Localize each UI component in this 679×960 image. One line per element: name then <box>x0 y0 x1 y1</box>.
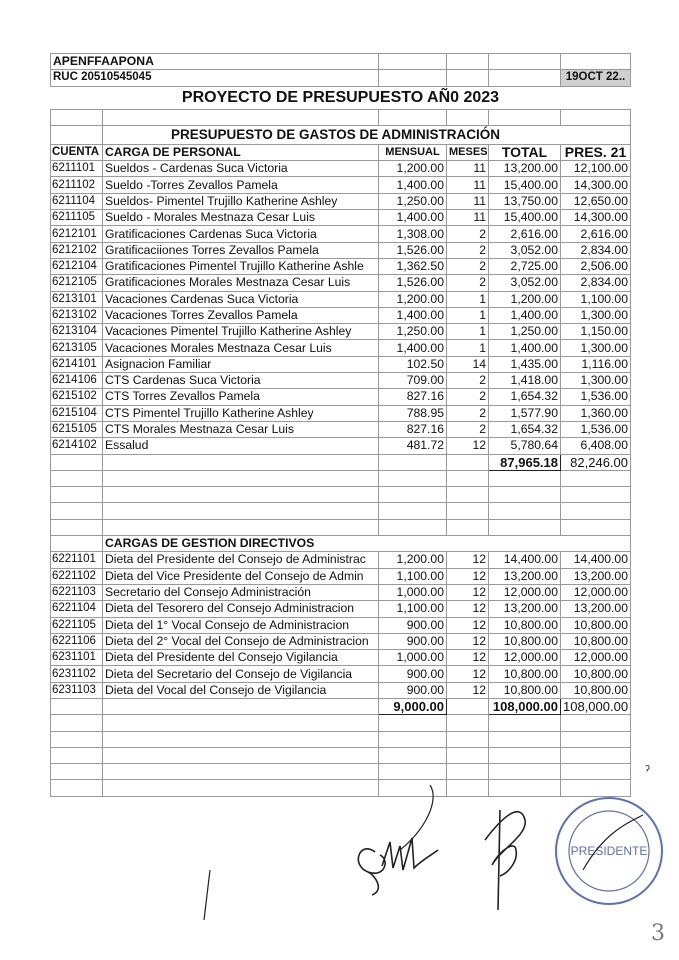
description-cell: Sueldo - Morales Mestnaza Cesar Luis <box>103 210 379 226</box>
gestion-total-row <box>51 698 631 714</box>
meses-cell: 11 <box>447 210 489 226</box>
col-carga: CARGA DE PERSONAL <box>103 144 379 160</box>
cuenta-cell: 6214106 <box>51 373 103 389</box>
meses-cell: 11 <box>447 193 489 209</box>
cuenta-cell: 6221105 <box>51 617 103 633</box>
gestion-section-row <box>51 536 631 552</box>
pres-cell: 1,300.00 <box>561 307 631 323</box>
blank-row <box>51 731 631 747</box>
empty-cell <box>561 764 631 780</box>
total-cell: 13,750.00 <box>489 193 561 209</box>
mensual-cell: 709.00 <box>379 373 447 389</box>
meses-cell: 11 <box>447 177 489 193</box>
cuenta-cell: 6212102 <box>51 242 103 258</box>
description-cell: Vacaciones Morales Mestnaza Cesar Luis <box>103 340 379 356</box>
cuenta-cell: 6215102 <box>51 389 103 405</box>
total-cell: 2,725.00 <box>489 258 561 274</box>
total-cell: 1,577.90 <box>489 405 561 421</box>
meses-cell: 12 <box>447 633 489 649</box>
total-cell: 1,250.00 <box>489 324 561 340</box>
empty-cell <box>447 747 489 763</box>
blank-row <box>51 715 631 731</box>
page-title: PROYECTO DE PRESUPUESTO AÑ0 2023 <box>51 86 631 109</box>
company-row <box>51 54 631 70</box>
empty-cell <box>561 747 631 763</box>
empty-cell <box>51 731 103 747</box>
signature-2 <box>485 810 525 910</box>
pres-cell: 1,536.00 <box>561 389 631 405</box>
meses-cell: 12 <box>447 682 489 698</box>
empty-cell <box>447 764 489 780</box>
pres-cell: 12,650.00 <box>561 193 631 209</box>
description-cell: CTS Morales Mestnaza Cesar Luis <box>103 421 379 437</box>
table-row <box>51 617 631 633</box>
description-cell: Dieta del Tesorero del Consejo Administracion <box>103 601 379 617</box>
empty-cell <box>561 519 631 535</box>
empty-cell <box>489 487 561 503</box>
empty-cell <box>379 519 447 535</box>
total-cell: 15,400.00 <box>489 210 561 226</box>
description-cell: CTS Torres Zevallos Pamela <box>103 389 379 405</box>
cuenta-cell: 6221104 <box>51 601 103 617</box>
pres-cell: 1,300.00 <box>561 373 631 389</box>
total-cell: 1,435.00 <box>489 356 561 372</box>
empty-cell <box>103 487 379 503</box>
table-row <box>51 340 631 356</box>
description-cell: Gratificaciiones Torres Zevallos Pamela <box>103 242 379 258</box>
empty-cell <box>103 454 379 470</box>
table-row <box>51 421 631 437</box>
empty-cell <box>103 698 379 714</box>
blank-row <box>51 747 631 763</box>
description-cell: Secretario del Consejo Administración <box>103 584 379 600</box>
description-cell: Vacaciones Torres Zevallos Pamela <box>103 307 379 323</box>
pres-cell: 2,834.00 <box>561 242 631 258</box>
empty-cell <box>103 747 379 763</box>
col-total: TOTAL <box>489 144 561 160</box>
meses-cell: 1 <box>447 307 489 323</box>
cuenta-cell: 6213102 <box>51 307 103 323</box>
total-cell: 1,400.00 <box>489 307 561 323</box>
presidente-stamp <box>553 795 665 907</box>
stamp-label: PRESIDENTE <box>570 844 648 858</box>
table-row <box>51 356 631 372</box>
pres-cell: 2,834.00 <box>561 275 631 291</box>
total-cell: 10,800.00 <box>489 682 561 698</box>
pres-cell: 1,536.00 <box>561 421 631 437</box>
empty-cell <box>561 487 631 503</box>
table-row <box>51 601 631 617</box>
meses-cell: 14 <box>447 356 489 372</box>
empty-cell <box>379 470 447 486</box>
empty-cell <box>379 764 447 780</box>
empty-cell <box>51 747 103 763</box>
blank-row <box>51 487 631 503</box>
table-row <box>51 389 631 405</box>
description-cell: Dieta del Vice Presidente del Consejo de Admin <box>103 568 379 584</box>
empty-cell <box>103 519 379 535</box>
empty-cell <box>379 503 447 519</box>
blank-row <box>51 470 631 486</box>
table-row <box>51 193 631 209</box>
empty-cell <box>447 698 489 714</box>
cuenta-cell: 6221101 <box>51 552 103 568</box>
total-cell: 14,400.00 <box>489 552 561 568</box>
empty-cell <box>103 764 379 780</box>
description-cell: CTS Pimentel Trujillo Katherine Ashley <box>103 405 379 421</box>
empty-cell <box>489 503 561 519</box>
signatures <box>200 780 580 930</box>
mensual-cell: 1,400.00 <box>379 177 447 193</box>
table-row <box>51 226 631 242</box>
mensual-cell: 1,100.00 <box>379 601 447 617</box>
cuenta-cell: 6211104 <box>51 193 103 209</box>
personal-total: 87,965.18 <box>489 454 561 470</box>
meses-cell: 1 <box>447 324 489 340</box>
total-cell: 15,400.00 <box>489 177 561 193</box>
description-cell: Dieta del 2° Vocal del Consejo de Administracion <box>103 633 379 649</box>
table-row <box>51 568 631 584</box>
meses-cell: 1 <box>447 340 489 356</box>
pres-cell: 14,400.00 <box>561 552 631 568</box>
description-cell: Essalud <box>103 438 379 454</box>
blank-row <box>51 764 631 780</box>
cuenta-cell: 6213105 <box>51 340 103 356</box>
table-row <box>51 210 631 226</box>
personal-total-row <box>51 454 631 470</box>
mensual-cell: 1,200.00 <box>379 552 447 568</box>
pres-cell: 1,360.00 <box>561 405 631 421</box>
cuenta-cell: 6211102 <box>51 177 103 193</box>
gestion-total: 108,000.00 <box>489 698 561 714</box>
empty-cell <box>489 519 561 535</box>
description-cell: Sueldos - Cardenas Suca Victoria <box>103 161 379 177</box>
pres-cell: 10,800.00 <box>561 682 631 698</box>
description-cell: Gratificaciones Cardenas Suca Victoria <box>103 226 379 242</box>
meses-cell: 2 <box>447 389 489 405</box>
meses-cell: 11 <box>447 161 489 177</box>
pres-cell: 13,200.00 <box>561 568 631 584</box>
table-row <box>51 324 631 340</box>
page-number: 3 <box>651 921 665 946</box>
col-pres: PRES. 21 <box>561 144 631 160</box>
description-cell: Gratificaciones Pimentel Trujillo Katherine Ashle <box>103 258 379 274</box>
table-row <box>51 161 631 177</box>
total-cell: 1,400.00 <box>489 340 561 356</box>
total-cell: 13,200.00 <box>489 161 561 177</box>
cuenta-cell: 6215104 <box>51 405 103 421</box>
meses-cell: 2 <box>447 405 489 421</box>
cuenta-cell: 6212105 <box>51 275 103 291</box>
mensual-cell: 900.00 <box>379 633 447 649</box>
empty-cell <box>489 715 561 731</box>
description-cell: Asignacion Familiar <box>103 356 379 372</box>
empty-cell <box>51 715 103 731</box>
total-cell: 13,200.00 <box>489 568 561 584</box>
empty-cell <box>379 731 447 747</box>
pres-cell: 1,100.00 <box>561 291 631 307</box>
total-cell: 5,780.64 <box>489 438 561 454</box>
description-cell: Vacaciones Pimentel Trujillo Katherine Ashley <box>103 324 379 340</box>
cuenta-cell: 6221106 <box>51 633 103 649</box>
meses-cell: 12 <box>447 584 489 600</box>
mensual-cell: 1,526.00 <box>379 242 447 258</box>
empty-cell <box>51 519 103 535</box>
empty-cell <box>447 470 489 486</box>
mensual-cell: 827.16 <box>379 389 447 405</box>
blank-row <box>51 503 631 519</box>
total-cell: 3,052.00 <box>489 242 561 258</box>
pres-cell: 1,150.00 <box>561 324 631 340</box>
empty-cell <box>489 747 561 763</box>
total-cell: 3,052.00 <box>489 275 561 291</box>
empty-cell <box>379 454 447 470</box>
col-mensual: MENSUAL <box>379 144 447 160</box>
cuenta-cell: 6215105 <box>51 421 103 437</box>
empty-cell <box>489 731 561 747</box>
blank-row <box>51 519 631 535</box>
table-row <box>51 373 631 389</box>
mensual-cell: 788.95 <box>379 405 447 421</box>
meses-cell: 2 <box>447 373 489 389</box>
col-cuenta: CUENTA <box>51 144 103 160</box>
gestion-mensual-total: 9,000.00 <box>379 698 447 714</box>
mensual-cell: 481.72 <box>379 438 447 454</box>
mensual-cell: 102.50 <box>379 356 447 372</box>
description-cell: Dieta del Presidente del Consejo de Administrac <box>103 552 379 568</box>
mensual-cell: 1,100.00 <box>379 568 447 584</box>
cuenta-cell: 6212104 <box>51 258 103 274</box>
total-cell: 1,200.00 <box>489 291 561 307</box>
empty-cell <box>103 715 379 731</box>
meses-cell: 12 <box>447 666 489 682</box>
total-cell: 1,654.32 <box>489 389 561 405</box>
col-meses: MESES <box>447 144 489 160</box>
meses-cell: 2 <box>447 242 489 258</box>
empty-cell <box>447 487 489 503</box>
spacer-row <box>51 109 631 125</box>
mensual-cell: 900.00 <box>379 682 447 698</box>
table-row <box>51 405 631 421</box>
table-row <box>51 177 631 193</box>
description-cell: Dieta del 1° Vocal Consejo de Administracion <box>103 617 379 633</box>
empty-cell <box>489 764 561 780</box>
mensual-cell: 1,526.00 <box>379 275 447 291</box>
table-row <box>51 682 631 698</box>
mensual-cell: 1,250.00 <box>379 193 447 209</box>
empty-cell <box>103 470 379 486</box>
description-cell: Vacaciones Cardenas Suca Victoria <box>103 291 379 307</box>
empty-cell <box>561 503 631 519</box>
empty-cell <box>447 731 489 747</box>
table-row <box>51 633 631 649</box>
cuenta-cell: 6231101 <box>51 650 103 666</box>
empty-cell <box>51 470 103 486</box>
total-cell: 12,000.00 <box>489 584 561 600</box>
mensual-cell: 1,400.00 <box>379 210 447 226</box>
mensual-cell: 900.00 <box>379 617 447 633</box>
signature-1 <box>358 838 438 895</box>
empty-cell <box>51 698 103 714</box>
ruc: RUC 20510545045 <box>51 70 379 86</box>
description-cell: Dieta del Secretario del Consejo de Vigilancia <box>103 666 379 682</box>
ruc-row <box>51 70 631 86</box>
table-row <box>51 584 631 600</box>
mensual-cell: 1,308.00 <box>379 226 447 242</box>
cuenta-cell: 6211101 <box>51 161 103 177</box>
meses-cell: 12 <box>447 617 489 633</box>
mensual-cell: 1,400.00 <box>379 340 447 356</box>
description-cell: Gratificaciones Morales Mestnaza Cesar Luis <box>103 275 379 291</box>
title-row <box>51 86 631 109</box>
mensual-cell: 1,200.00 <box>379 291 447 307</box>
empty-cell <box>447 715 489 731</box>
total-cell: 1,654.32 <box>489 421 561 437</box>
meses-cell: 2 <box>447 226 489 242</box>
table-row <box>51 552 631 568</box>
empty-cell <box>51 764 103 780</box>
meses-cell: 1 <box>447 291 489 307</box>
description-cell: Sueldos- Pimentel Trujillo Katherine Ashley <box>103 193 379 209</box>
empty-cell <box>489 470 561 486</box>
empty-cell <box>561 715 631 731</box>
empty-cell <box>379 715 447 731</box>
empty-cell <box>51 487 103 503</box>
table-row <box>51 650 631 666</box>
section-row <box>51 125 631 144</box>
pres-cell: 1,300.00 <box>561 340 631 356</box>
empty-cell <box>51 536 103 552</box>
cuenta-cell: 6231103 <box>51 682 103 698</box>
empty-cell <box>379 747 447 763</box>
date-stamp: 19OCT 22.. <box>561 70 631 86</box>
total-cell: 10,800.00 <box>489 633 561 649</box>
cuenta-cell: 6214101 <box>51 356 103 372</box>
mensual-cell: 827.16 <box>379 421 447 437</box>
total-cell: 1,418.00 <box>489 373 561 389</box>
mensual-cell: 1,250.00 <box>379 324 447 340</box>
header-row <box>51 144 631 160</box>
empty-cell <box>379 487 447 503</box>
empty-cell <box>447 519 489 535</box>
empty-cell <box>51 780 103 796</box>
empty-cell <box>447 503 489 519</box>
meses-cell: 2 <box>447 258 489 274</box>
meses-cell: 12 <box>447 568 489 584</box>
mensual-cell: 1,400.00 <box>379 307 447 323</box>
meses-cell: 12 <box>447 438 489 454</box>
cuenta-cell: 6213101 <box>51 291 103 307</box>
pres-cell: 10,800.00 <box>561 617 631 633</box>
empty-cell <box>103 731 379 747</box>
mensual-cell: 1,000.00 <box>379 584 447 600</box>
gestion-pres-total: 108,000.00 <box>561 698 631 714</box>
description-cell: Dieta del Vocal del Consejo de Vigilancia <box>103 682 379 698</box>
pres-cell: 10,800.00 <box>561 666 631 682</box>
meses-cell: 2 <box>447 421 489 437</box>
table-row <box>51 242 631 258</box>
empty-cell <box>561 470 631 486</box>
empty-cell <box>51 503 103 519</box>
cuenta-cell: 6211105 <box>51 210 103 226</box>
tick-mark: ˀ <box>645 762 650 778</box>
budget-sheet <box>50 53 630 797</box>
meses-cell: 12 <box>447 601 489 617</box>
pres-cell: 2,506.00 <box>561 258 631 274</box>
table-row <box>51 258 631 274</box>
gestion-title: CARGAS DE GESTION DIRECTIVOS <box>103 536 631 552</box>
table-row <box>51 438 631 454</box>
meses-cell: 12 <box>447 650 489 666</box>
mensual-cell: 1,362.50 <box>379 258 447 274</box>
pres-cell: 10,800.00 <box>561 633 631 649</box>
total-cell: 10,800.00 <box>489 666 561 682</box>
table-row <box>51 307 631 323</box>
pres-cell: 12,100.00 <box>561 161 631 177</box>
empty-cell <box>51 454 103 470</box>
total-cell: 10,800.00 <box>489 617 561 633</box>
empty-cell <box>447 454 489 470</box>
table-row <box>51 291 631 307</box>
pres-cell: 14,300.00 <box>561 177 631 193</box>
table-row <box>51 666 631 682</box>
meses-cell: 2 <box>447 275 489 291</box>
budget-table <box>50 53 631 797</box>
mensual-cell: 1,000.00 <box>379 650 447 666</box>
pres-cell: 14,300.00 <box>561 210 631 226</box>
personal-pres-total: 82,246.00 <box>561 454 631 470</box>
mensual-cell: 1,200.00 <box>379 161 447 177</box>
pres-cell: 13,200.00 <box>561 601 631 617</box>
cuenta-cell: 6221102 <box>51 568 103 584</box>
description-cell: CTS Cardenas Suca Victoria <box>103 373 379 389</box>
pres-cell: 12,000.00 <box>561 650 631 666</box>
pres-cell: 12,000.00 <box>561 584 631 600</box>
cuenta-cell: 6214102 <box>51 438 103 454</box>
pres-cell: 2,616.00 <box>561 226 631 242</box>
pres-cell: 1,116.00 <box>561 356 631 372</box>
company-name: APENFFAAPONA <box>51 54 379 70</box>
mensual-cell: 900.00 <box>379 666 447 682</box>
cuenta-cell: 6212101 <box>51 226 103 242</box>
table-row <box>51 275 631 291</box>
empty-cell <box>561 731 631 747</box>
total-cell: 12,000.00 <box>489 650 561 666</box>
pres-cell: 6,408.00 <box>561 438 631 454</box>
description-cell: Sueldo -Torres Zevallos Pamela <box>103 177 379 193</box>
meses-cell: 12 <box>447 552 489 568</box>
cuenta-cell: 6213104 <box>51 324 103 340</box>
description-cell: Dieta del Presidente del Consejo Vigilancia <box>103 650 379 666</box>
total-cell: 13,200.00 <box>489 601 561 617</box>
cuenta-cell: 6221103 <box>51 584 103 600</box>
cuenta-cell: 6231102 <box>51 666 103 682</box>
section-title: PRESUPUESTO DE GASTOS DE ADMINISTRACIÓN <box>103 125 631 144</box>
total-cell: 2,616.00 <box>489 226 561 242</box>
empty-cell <box>103 503 379 519</box>
